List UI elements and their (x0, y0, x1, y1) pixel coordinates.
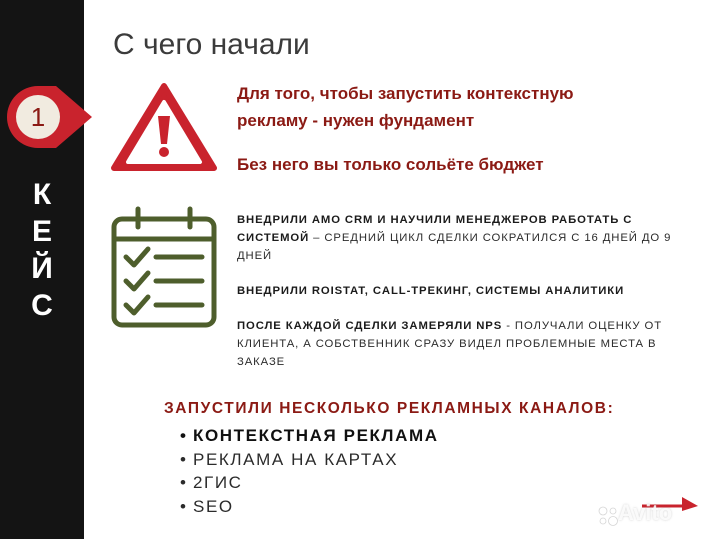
vertical-letter: Й (31, 252, 53, 285)
headline-line: Для того, чтобы запустить контекстную (237, 84, 574, 103)
sidebar (0, 0, 84, 539)
vertical-letter: Е (31, 215, 52, 248)
channel-label: 2ГИС (193, 473, 243, 492)
channel-item: • РЕКЛАМА НА КАРТАХ (180, 449, 399, 469)
headline-line: рекламу - нужен фундамент (237, 111, 475, 130)
budget-warning: Без него вы только сольёте бюджет (237, 155, 544, 174)
facts-list (237, 211, 707, 388)
channel-item: • 2ГИС (180, 473, 243, 492)
warning-triangle-icon (110, 82, 218, 174)
channel-item: • КОНТЕКСТНАЯ РЕКЛАМА (180, 426, 439, 445)
page-title: С чего начали (113, 28, 310, 61)
vertical-letter: С (31, 289, 53, 322)
case-number-badge (6, 82, 106, 152)
fact-bold: ПОСЛЕ КАЖДОЙ СДЕЛКИ ЗАМЕРЯЛИ NPS (237, 320, 503, 332)
avito-watermark: Avito (618, 500, 673, 525)
vertical-letter: К (32, 178, 52, 211)
fact-text: – СРЕДНИЙ ЦИКЛ СДЕЛКИ СОКРАТИЛСЯ С 16 ДНЕЙ ДО 9 ДНЕЙ (237, 232, 672, 262)
channel-item: • SEO (180, 496, 234, 516)
channels-list (180, 424, 439, 518)
fact-item (237, 282, 707, 300)
fact-bold: ВНЕДРИЛИ AMO CRM И НАУЧИЛИ МЕНЕДЖЕРОВ РАБОТАТЬ С СИСТЕМОЙ (237, 214, 633, 244)
calendar-checklist-icon (110, 205, 218, 329)
fact-item (237, 211, 707, 265)
headline (237, 80, 574, 134)
fact-item (237, 317, 707, 371)
channel-label: SEO (193, 496, 234, 516)
channels-title: ЗАПУСТИЛИ НЕСКОЛЬКО РЕКЛАМНЫХ КАНАЛОВ: (164, 400, 615, 417)
avito-logo-icon (597, 505, 619, 527)
vertical-label (12, 176, 72, 324)
fact-bold: ВНЕДРИЛИ ROISTAT, CALL-ТРЕКИНГ, СИСТЕМЫ АНАЛИТИКИ (237, 285, 625, 297)
fact-text: - ПОЛУЧАЛИ ОЦЕНКУ ОТ КЛИЕНТА, А СОБСТВЕННИК СРАЗУ ВИДЕЛ ПРОБЛЕМНЫЕ МЕСТА В ЗАКАЗЕ (237, 320, 663, 368)
channel-label: РЕКЛАМА НА КАРТАХ (193, 449, 399, 469)
channel-label: КОНТЕКСТНАЯ РЕКЛАМА (193, 426, 439, 445)
badge-number: 1 (30, 102, 46, 132)
